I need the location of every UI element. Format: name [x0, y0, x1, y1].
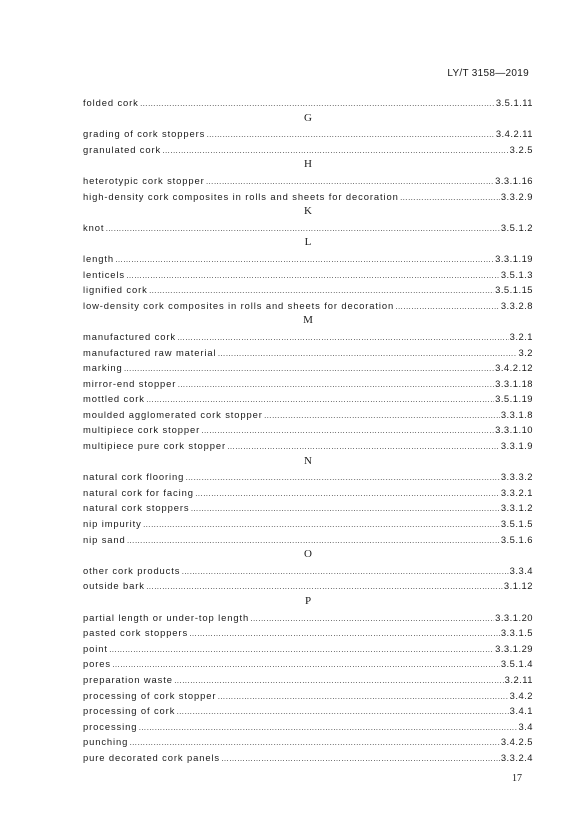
entry-term: moulded agglomerated cork stopper: [83, 408, 263, 420]
index-entry: [83, 173, 533, 189]
index-entry: [83, 251, 533, 267]
entry-term: natural cork flooring: [83, 471, 185, 483]
dot-leader: [146, 392, 494, 408]
index-entry: [83, 688, 533, 704]
section-letter-heading: N: [304, 454, 312, 467]
section-letter-heading: H: [304, 158, 312, 171]
entry-clause-number: 3.2.1: [509, 330, 533, 342]
index-entry: [83, 532, 533, 548]
index-section: [83, 454, 533, 548]
index-section: [83, 95, 533, 111]
entry-clause-number: 3.3.3.2: [500, 471, 533, 483]
index-entry: [83, 750, 533, 766]
index-entry: [83, 500, 533, 516]
dot-leader: [195, 486, 500, 502]
dot-leader: [176, 704, 508, 720]
dot-leader: [138, 720, 517, 736]
section-letter-heading: G: [304, 111, 312, 124]
entry-clause-number: 3.3.2.1: [500, 486, 533, 498]
entry-term: pores: [83, 658, 111, 670]
entry-term: heterotypic cork stopper: [83, 174, 205, 186]
index-entry: [83, 719, 533, 735]
entry-clause-number: 3.2.5: [509, 143, 533, 155]
entry-term: other cork products: [83, 564, 181, 576]
dot-leader: [140, 96, 495, 112]
dot-leader: [177, 330, 509, 346]
entry-clause-number: 3.3.1.29: [495, 642, 533, 654]
entry-term: high-density cork composites in rolls and sheets for decoration: [83, 190, 399, 202]
index-entry: [83, 422, 533, 438]
dot-leader: [177, 377, 494, 393]
dot-leader: [218, 346, 518, 362]
index-section: [83, 235, 533, 313]
dot-leader: [105, 221, 500, 237]
entry-clause-number: 3.5.1.6: [500, 533, 533, 545]
entry-term: processing of cork stopper: [83, 689, 217, 701]
entry-clause-number: 3.3.1.16: [495, 174, 533, 186]
entry-clause-number: 3.5.1.15: [495, 284, 533, 296]
index-entry: [83, 703, 533, 719]
index-entry: [83, 142, 533, 158]
entry-clause-number: 3.4.2.12: [495, 362, 533, 374]
entry-term: punching: [83, 736, 129, 748]
index-section: [83, 547, 533, 594]
entry-clause-number: 3.4.2: [509, 689, 533, 701]
entry-clause-number: 3.2: [518, 346, 533, 358]
entry-clause-number: 3.5.1.11: [495, 97, 533, 108]
entry-clause-number: 3.5.1.5: [500, 518, 533, 530]
section-letter-heading: P: [304, 595, 312, 607]
entry-term: low-density cork composites in rolls and sheets for decoration: [83, 299, 395, 311]
section-letter-heading: M: [303, 314, 313, 327]
index-entry: [83, 516, 533, 532]
dot-leader: [217, 689, 508, 705]
index-entry: [83, 578, 533, 594]
entry-clause-number: 3.4.2.5: [500, 736, 533, 748]
index-entry: [83, 469, 533, 485]
dot-leader: [124, 361, 494, 377]
entry-term: point: [83, 642, 108, 654]
entry-clause-number: 3.3.1.20: [495, 611, 533, 623]
dot-leader: [206, 127, 495, 143]
entry-clause-number: 3.2.11: [504, 673, 533, 685]
entry-term: folded cork: [83, 97, 139, 108]
dot-leader: [149, 283, 494, 299]
entry-clause-number: 3.3.4: [509, 564, 533, 576]
index-entry: [83, 360, 533, 376]
index-section: [83, 204, 533, 235]
entry-clause-number: 3.3.1.2: [500, 502, 533, 514]
entry-term: mirror-end stopper: [83, 377, 177, 389]
dot-leader: [201, 423, 494, 439]
entry-term: natural cork for facing: [83, 486, 194, 498]
index-section: [83, 313, 533, 453]
entry-clause-number: 3.3.2.4: [500, 751, 533, 763]
index-entry: [83, 376, 533, 392]
entry-clause-number: 3.5.1.19: [495, 393, 533, 405]
entry-clause-number: 3.5.1.3: [500, 268, 533, 280]
index-section: [83, 157, 533, 204]
entry-clause-number: 3.1.12: [503, 580, 533, 592]
term-index: [83, 95, 533, 766]
dot-leader: [264, 408, 500, 424]
entry-term: natural cork stoppers: [83, 502, 190, 514]
entry-term: granulated cork: [83, 143, 162, 155]
entry-term: processing of cork: [83, 705, 176, 717]
dot-leader: [189, 626, 500, 642]
entry-clause-number: 3.4: [518, 720, 533, 732]
entry-clause-number: 3.3.1.5: [500, 627, 533, 639]
index-entry: [83, 656, 533, 672]
index-entry: [83, 641, 533, 657]
dot-leader: [181, 564, 508, 580]
index-section: [83, 111, 533, 158]
index-entry: [83, 220, 533, 236]
entry-term: grading of cork stoppers: [83, 128, 206, 140]
index-entry: [83, 126, 533, 142]
section-letter-heading: O: [304, 548, 312, 561]
entry-clause-number: 3.5.1.2: [500, 221, 533, 233]
index-section: [83, 594, 533, 766]
entry-term: manufactured raw material: [83, 346, 217, 358]
entry-clause-number: 3.3.2.9: [500, 190, 533, 202]
index-entry: [83, 298, 533, 314]
entry-clause-number: 3.4.1: [509, 705, 533, 717]
dot-leader: [190, 501, 499, 517]
index-entry: [83, 345, 533, 361]
entry-clause-number: 3.3.1.10: [495, 424, 533, 436]
dot-leader: [395, 299, 500, 315]
dot-leader: [185, 470, 500, 486]
index-entry: [83, 625, 533, 641]
dot-leader: [127, 533, 500, 549]
index-entry: [83, 563, 533, 579]
index-entry: [83, 407, 533, 423]
entry-term: processing: [83, 720, 138, 732]
entry-clause-number: 3.5.1.4: [500, 658, 533, 670]
document-standard-code: LY/T 3158—2019: [447, 68, 529, 79]
dot-leader: [129, 735, 500, 751]
entry-term: manufactured cork: [83, 330, 176, 342]
index-entry: [83, 610, 533, 626]
index-entry: [83, 438, 533, 454]
dot-leader: [174, 673, 504, 689]
entry-term: multipiece pure cork stopper: [83, 440, 226, 452]
index-entry: [83, 267, 533, 283]
index-entry: [83, 391, 533, 407]
entry-term: multipiece cork stopper: [83, 424, 201, 436]
entry-term: knot: [83, 221, 105, 233]
page-number: 17: [512, 773, 522, 784]
entry-term: pasted cork stoppers: [83, 627, 189, 639]
index-entry: [83, 485, 533, 501]
index-entry: [83, 672, 533, 688]
dot-leader: [126, 268, 500, 284]
entry-clause-number: 3.3.1.18: [495, 377, 533, 389]
section-letter-heading: K: [304, 205, 312, 218]
dot-leader: [221, 751, 500, 767]
dot-leader: [146, 579, 503, 595]
section-letter-heading: L: [304, 236, 312, 249]
entry-term: length: [83, 252, 114, 264]
entry-term: pure decorated cork panels: [83, 751, 221, 763]
dot-leader: [112, 657, 500, 673]
dot-leader: [206, 174, 494, 190]
dot-leader: [109, 642, 494, 658]
entry-clause-number: 3.3.1.9: [500, 440, 533, 452]
dot-leader: [143, 517, 500, 533]
dot-leader: [250, 611, 494, 627]
dot-leader: [115, 252, 494, 268]
dot-leader: [227, 439, 500, 455]
entry-term: nip sand: [83, 533, 126, 545]
index-entry: [83, 189, 533, 205]
entry-term: partial length or under-top length: [83, 611, 250, 623]
entry-term: mottled cork: [83, 393, 145, 405]
entry-term: preparation waste: [83, 673, 173, 685]
entry-term: lenticels: [83, 268, 125, 280]
index-entry: [83, 734, 533, 750]
index-entry: [83, 95, 533, 111]
index-entry: [83, 329, 533, 345]
entry-clause-number: 3.3.1.19: [495, 252, 533, 264]
dot-leader: [400, 190, 500, 206]
entry-term: lignified cork: [83, 284, 148, 296]
entry-clause-number: 3.4.2.11: [495, 128, 533, 140]
entry-clause-number: 3.3.2.8: [500, 299, 533, 311]
entry-term: outside bark: [83, 580, 145, 592]
dot-leader: [162, 143, 509, 159]
entry-term: marking: [83, 362, 123, 374]
entry-term: nip impurity: [83, 518, 142, 530]
index-entry: [83, 282, 533, 298]
entry-clause-number: 3.3.1.8: [500, 408, 533, 420]
